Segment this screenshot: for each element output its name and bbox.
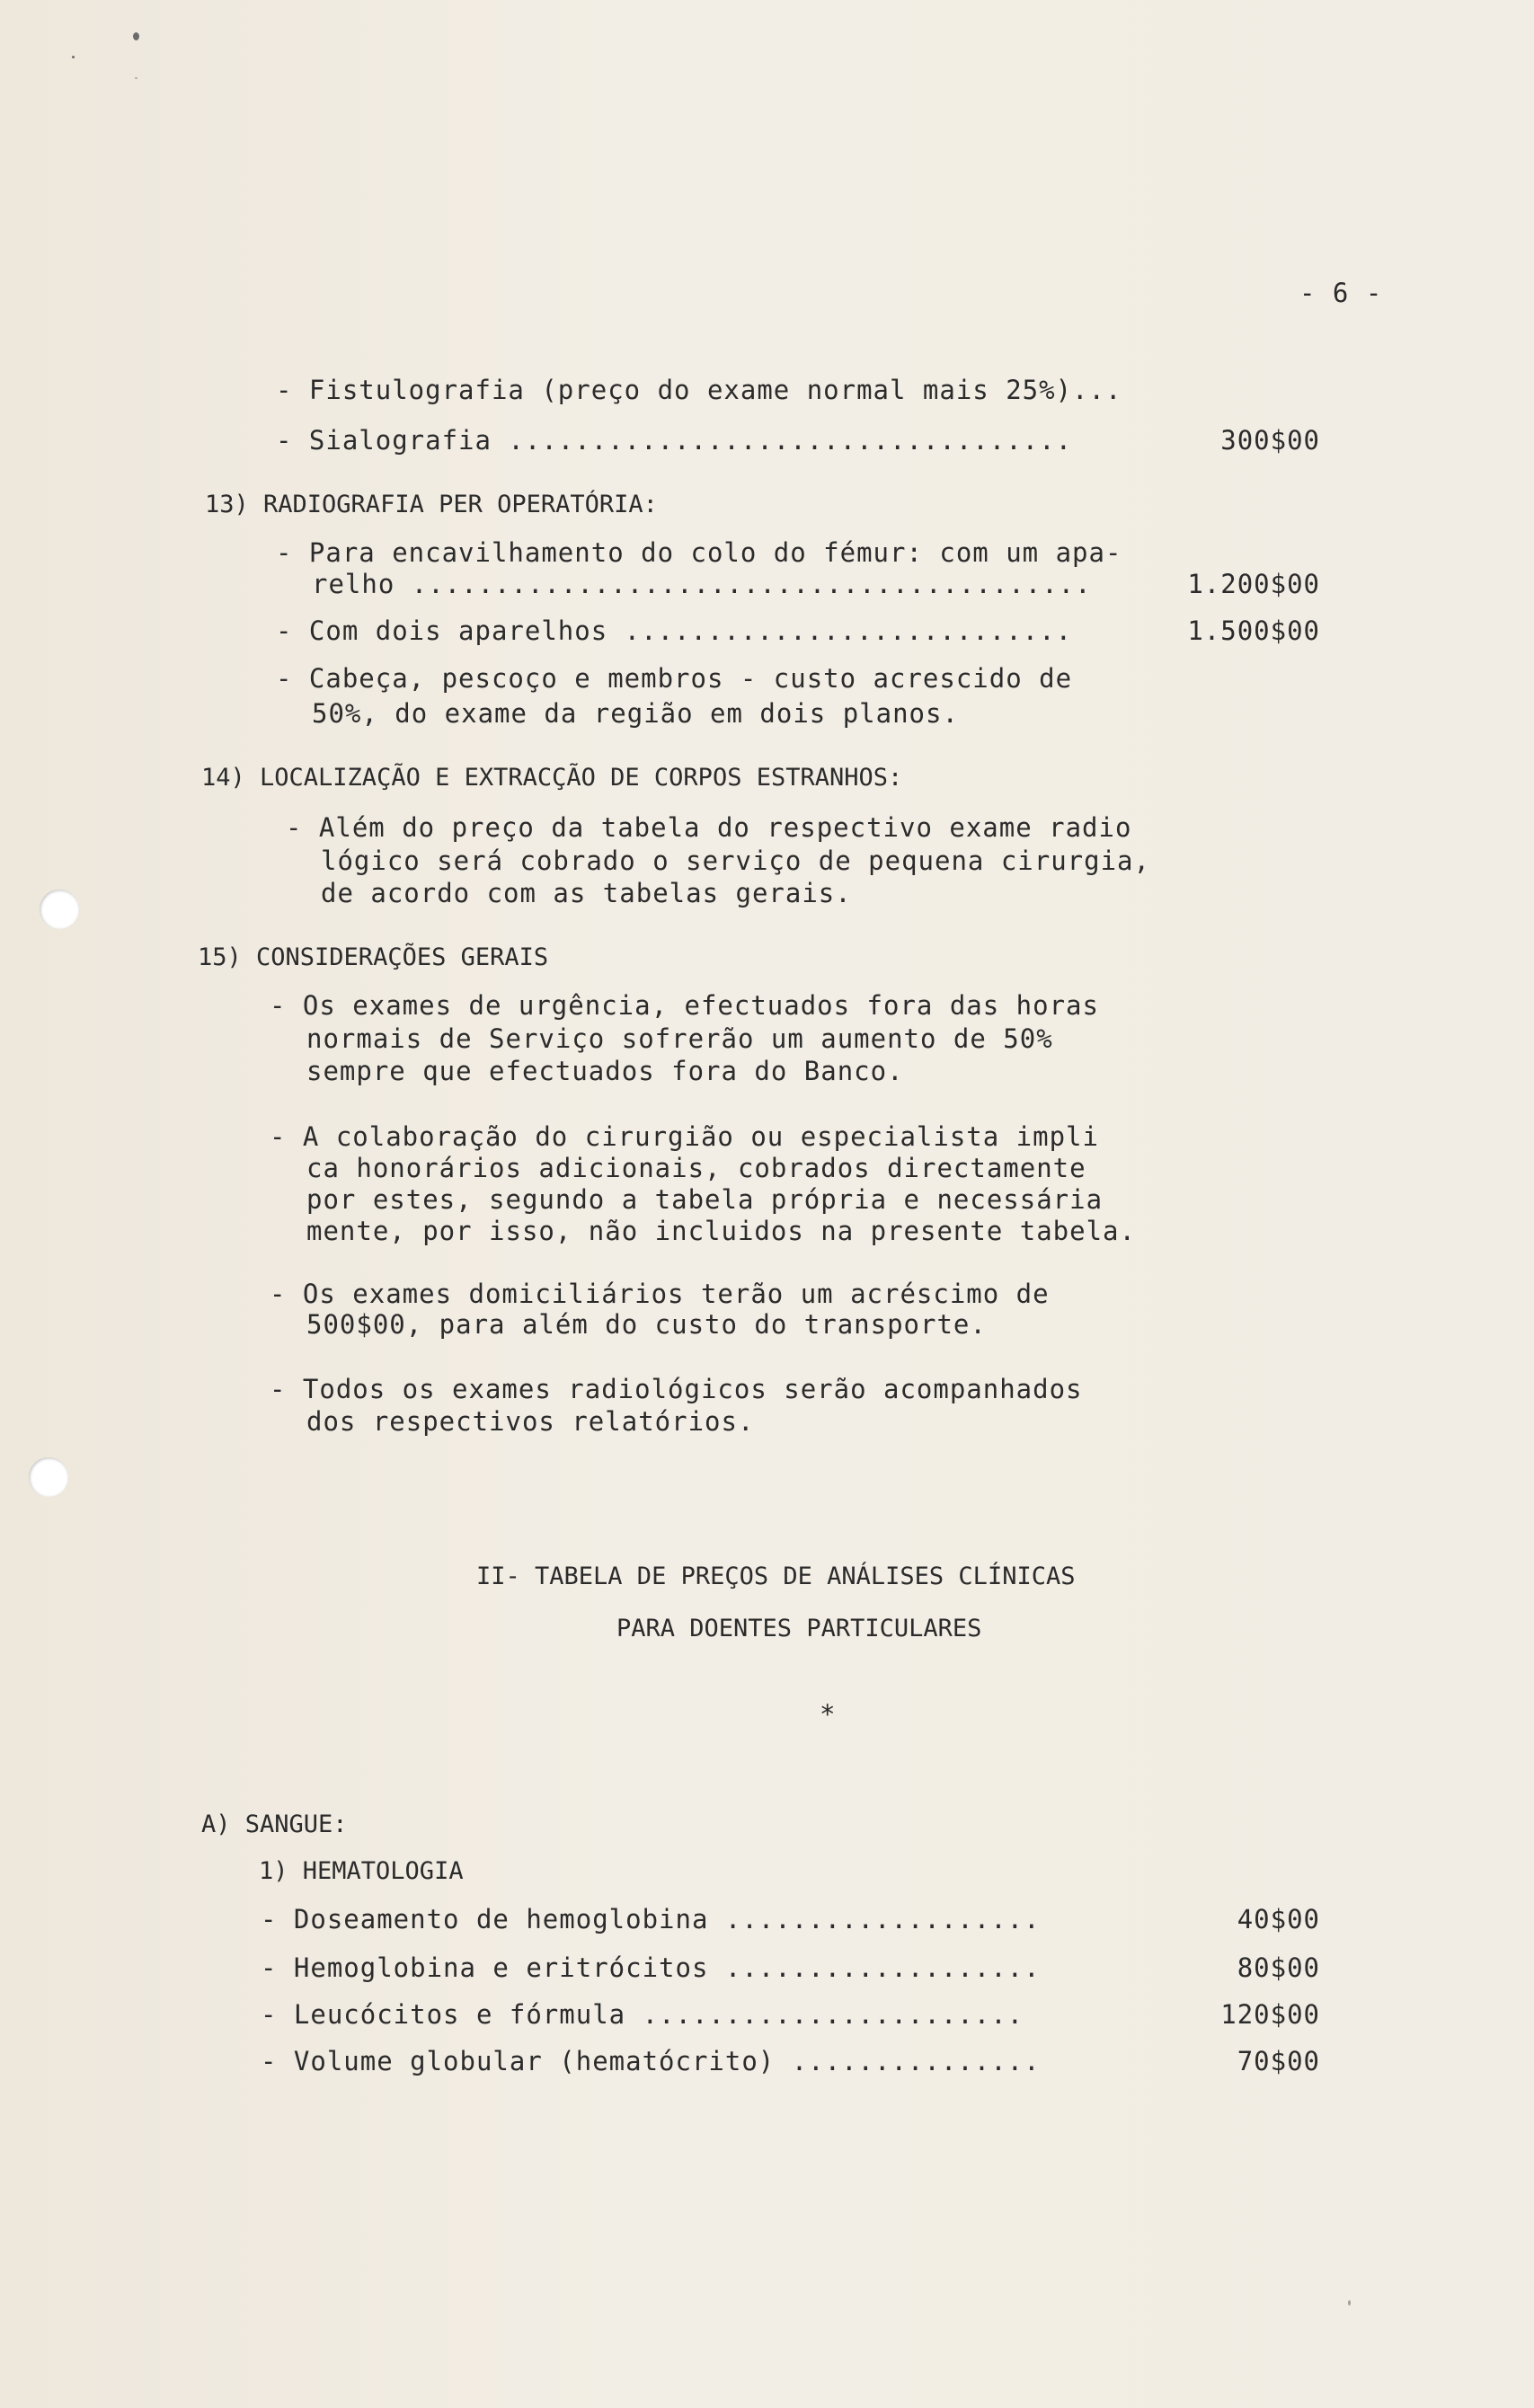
part-2-title-line-2: PARA DOENTES PARTICULARES [616, 1615, 982, 1642]
section-15-item-4-line-2: dos respectivos relatórios. [306, 1406, 755, 1437]
ink-speck [72, 56, 75, 58]
section-14-line-2: lógico será cobrado o serviço de pequena cirurgia, [321, 845, 1150, 876]
section-15-item-1-line-3: sempre que efectuados fora do Banco. [306, 1056, 904, 1086]
hematology-item-1: - Doseamento de hemoglobina ................... [261, 1904, 1041, 1934]
section-14-line-1: - Além do preço da tabela do respectivo exame radio [286, 812, 1132, 843]
price-sialografia: 300$00 [1220, 425, 1320, 456]
list-item-sialografia: - Sialografia .................................. [276, 425, 1073, 456]
hematology-item-2-price: 80$00 [1237, 1952, 1320, 1983]
section-13-item-3-line-1: - Cabeça, pescoço e membros - custo acrescido de [276, 663, 1073, 694]
punch-hole-upper [40, 890, 79, 929]
hematology-item-2: - Hemoglobina e eritrócitos ................... [261, 1952, 1041, 1983]
section-13-item-1-line-2: relho ......................................... [312, 569, 1092, 599]
section-a-heading: A) SANGUE: [201, 1810, 348, 1838]
section-a-subheading: 1) HEMATOLOGIA [259, 1857, 464, 1885]
ink-speck [133, 32, 139, 40]
section-15-item-2-line-4: mente, por isso, não incluidos na presente tabela. [306, 1216, 1136, 1246]
section-13-item-1-price: 1.200$00 [1187, 569, 1320, 599]
section-15-item-2-line-3: por estes, segundo a tabela própria e necessária [306, 1184, 1104, 1215]
section-13-item-2: - Com dois aparelhos ........................... [276, 615, 1073, 646]
section-15-item-3-line-2: 500$00, para além do custo do transporte. [306, 1309, 987, 1340]
section-13-item-3-line-2: 50%, do exame da região em dois planos. [312, 698, 959, 729]
ink-speck [135, 77, 137, 79]
ink-speck [1348, 2300, 1351, 2306]
hematology-item-1-price: 40$00 [1237, 1904, 1320, 1934]
hematology-item-3-price: 120$00 [1220, 1999, 1320, 2030]
section-13-item-2-price: 1.500$00 [1187, 615, 1320, 646]
hematology-item-4: - Volume globular (hematócrito) ............... [261, 2046, 1041, 2076]
section-13-item-1-line-1: - Para encavilhamento do colo do fémur: com um apa- [276, 537, 1122, 568]
section-15-item-1-line-1: - Os exames de urgência, efectuados fora das horas [270, 990, 1099, 1021]
section-13-heading: 13) RADIOGRAFIA PER OPERATÓRIA: [205, 491, 658, 518]
list-item-fistulografia: - Fistulografia (preço do exame normal mais 25%)... [276, 375, 1122, 405]
section-15-item-2-line-1: - A colaboração do cirurgião ou especialista impli [270, 1121, 1099, 1152]
section-15-item-3-line-1: - Os exames domiciliários terão um acréscimo de [270, 1279, 1050, 1309]
section-15-heading: 15) CONSIDERAÇÕES GERAIS [198, 943, 549, 971]
part-2-title-line-1: II- TABELA DE PREÇOS DE ANÁLISES CLÍNICAS [476, 1563, 1076, 1590]
section-15-item-4-line-1: - Todos os exames radiológicos serão acompanhados [270, 1374, 1083, 1404]
page-number: - 6 - [1299, 278, 1383, 308]
asterisk-separator: * [820, 1699, 837, 1730]
section-14-heading: 14) LOCALIZAÇÃO E EXTRACÇÃO DE CORPOS ESTRANHOS: [201, 764, 903, 792]
section-15-item-1-line-2: normais de Serviço sofrerão um aumento de 50% [306, 1023, 1053, 1054]
hematology-item-3: - Leucócitos e fórmula ....................... [261, 1999, 1024, 2030]
section-14-line-3: de acordo com as tabelas gerais. [321, 878, 852, 908]
punch-hole-lower [29, 1457, 68, 1497]
hematology-item-4-price: 70$00 [1237, 2046, 1320, 2076]
section-15-item-2-line-2: ca honorários adicionais, cobrados directamente [306, 1153, 1086, 1183]
